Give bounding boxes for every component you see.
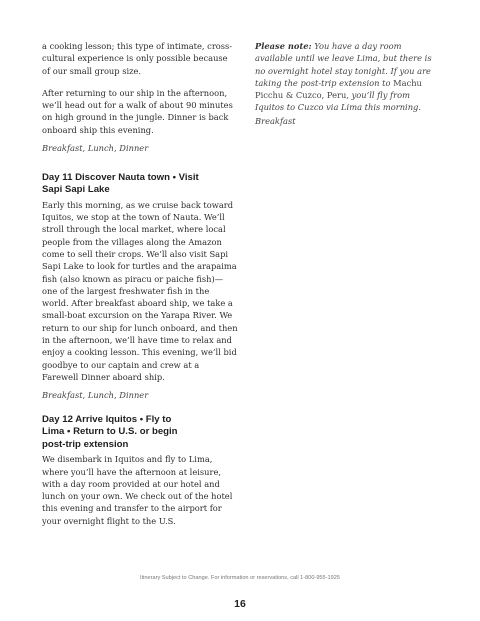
please-note-paragraph [255, 40, 441, 114]
meals-label: Breakfast, Lunch, Dinner [42, 143, 149, 154]
day-11-meals: Breakfast, Lunch, Dinner [42, 390, 149, 401]
day-11-heading-line1: Day 11 Discover Nauta town • Visit [42, 172, 199, 183]
day-12-section [42, 414, 238, 527]
paragraph-cooking-lesson: a cooking lesson; this type of intimate, cross-cultural experience is only possible because of our small group size. [42, 41, 233, 76]
day-12-heading-line1: Day 12 Arrive Iquitos • Fly to [42, 414, 172, 425]
please-note-label: Please note: [255, 41, 312, 51]
day-12-heading-line2: Lima • Return to U.S. or begin [42, 426, 178, 438]
day-12-heading [42, 414, 238, 451]
day-11-heading-line2: Sapi Sapi Lake [42, 184, 110, 196]
right-column-note [255, 40, 441, 127]
page-number: 16 [234, 598, 246, 610]
footer-note: Itinerary Subject to Change. For information or reservations, call 1-800-955-1925 [140, 575, 340, 581]
please-note-text-2: , you’ll fly from Iquitos to Cuzco via Lima this morning. [255, 90, 422, 113]
meals-label-right: Breakfast [255, 115, 296, 126]
day-11-section [42, 172, 238, 402]
day-12-heading-line3: post-trip extension [42, 438, 129, 450]
day-11-heading [42, 172, 238, 197]
paragraph-afternoon-walk: After returning to our ship in the afternoon, we’ll head out for a walk of about 90 minutes on high ground in the jungle. Dinner is back onboard ship this evening. [42, 87, 233, 135]
day-12-body: We disembark in Iquitos and fly to Lima, where you’ll have the afternoon at leisure, with a day room provided at our hotel and lunch on your own. We check out of the hotel this evening and transfer to the airport for your overnight flight to the U.S. [42, 454, 233, 526]
left-column-top [42, 40, 238, 154]
please-note-text-1: You have a day room available until we leave Lima, but there is no overnight hotel stay tonight. If you are taking the post-trip extension to [255, 41, 432, 88]
extension-place: Machu Picchu & Cuzco, Peru [255, 77, 422, 101]
day-11-body: Early this morning, as we cruise back toward Iquitos, we stop at the town of Nauta. We’ll stroll through the local market, where local people from the villages along the Amazon come to sell their crops. We’ll also visit Sapi Sapi Lake to look for turtles and the arapaima fish (also known as piracu or paiche fish)—one of the largest freshwater fish in the world. After breakfast aboard ship, we take a small-boat excursion on the Yarapa River. We return to our ship for lunch onboard, and then in the afternoon, we’ll have time to relax and enjoy a cooking lesson. This evening, we’ll bid goodbye to our captain and crew at a Farewell Dinner aboard ship. [42, 199, 238, 382]
